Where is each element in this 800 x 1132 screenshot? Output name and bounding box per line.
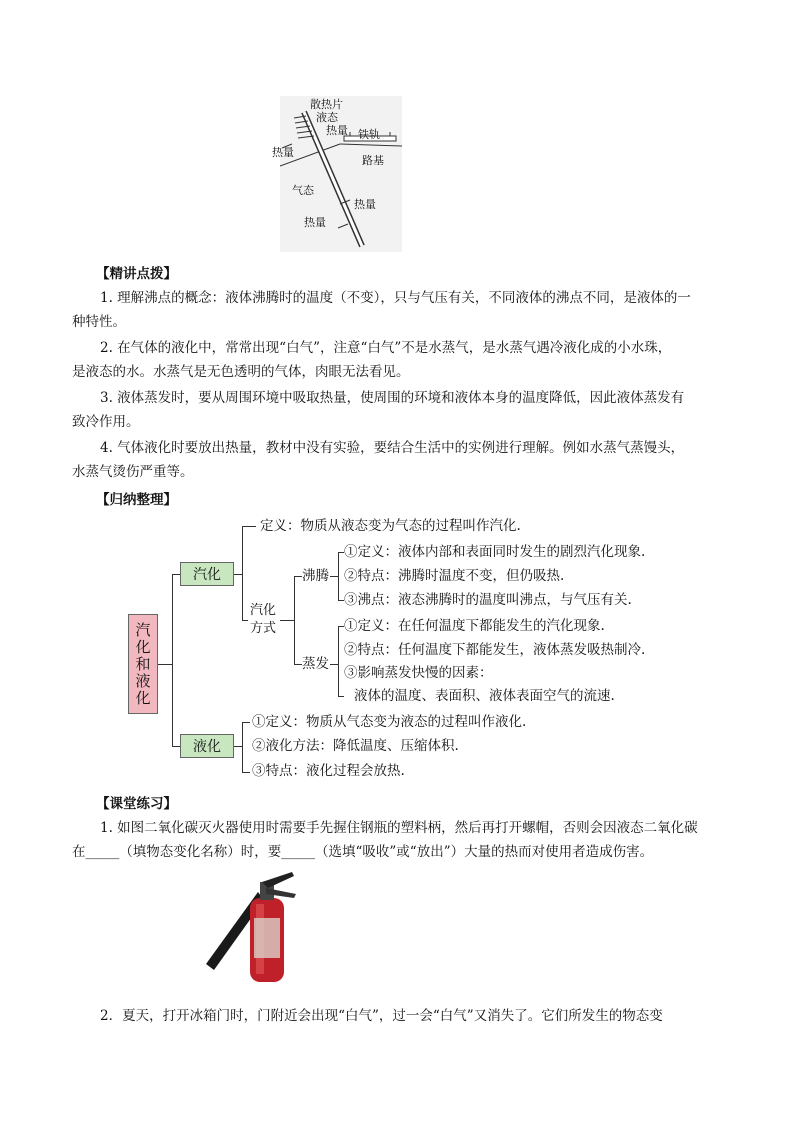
label-roadbed: 路基 bbox=[362, 154, 384, 167]
evap-connector-v bbox=[338, 626, 339, 696]
tip-paragraph-4 bbox=[72, 436, 732, 484]
label-heat-top: 热量 bbox=[326, 124, 348, 137]
vaporization-definition: 定义：物质从液态变为气态的过程叫作汽化. bbox=[260, 518, 521, 534]
tip-paragraph-1 bbox=[72, 286, 732, 334]
tip-2-line-a: 2. 在气体的液化中，常常出现“白气”，注意“白气”不是水蒸气，是水蒸气遇冷液化成的小水珠， bbox=[100, 340, 672, 356]
label-gas: 气态 bbox=[292, 184, 314, 197]
section-title-exercise: 【课堂练习】 bbox=[96, 796, 177, 812]
question-1 bbox=[72, 816, 732, 864]
tip-2-line-b: 是液态的水。水蒸气是无色透明的气体，肉眼无法看见。 bbox=[72, 364, 410, 380]
tip-paragraph-2 bbox=[72, 336, 732, 384]
methods-connector-v bbox=[294, 576, 295, 664]
question-2-line-a: 2．夏天，打开冰箱门时，门附近会出现“白气”，过一会“白气”又消失了。它们所发生的物态变 bbox=[100, 1008, 663, 1024]
liquef-connector-v bbox=[242, 722, 243, 772]
label-fin: 散热片 bbox=[310, 98, 343, 111]
label-rail: 铁轨 bbox=[358, 128, 380, 141]
vaporization-box: 汽化 bbox=[180, 562, 234, 586]
liquefaction-item-2: ②液化方法：降低温度、压缩体积. bbox=[252, 738, 459, 754]
liquefaction-box: 液化 bbox=[180, 734, 234, 758]
fire-extinguisher-drawing bbox=[196, 868, 306, 986]
boiling-item-2: ②特点：沸腾时温度不变，但仍吸热. bbox=[344, 568, 565, 584]
root-to-vapor bbox=[172, 574, 180, 575]
vapor-to-def bbox=[242, 526, 256, 527]
section-title-tips: 【精讲点拨】 bbox=[96, 266, 177, 282]
liquef-tick-1 bbox=[242, 722, 250, 723]
label-heat-left: 热量 bbox=[272, 146, 294, 159]
question-1-line-b: 在_____（填物态变化名称）时，要_____（选填“吸收”或“放出”）大量的热而对使用者造成伤害。 bbox=[72, 844, 654, 860]
liquef-connector-h bbox=[234, 746, 242, 747]
boiling-connector-v bbox=[338, 552, 339, 600]
tip-3-line-a: 3. 液体蒸发时，要从周围环境中吸取热量，使周围的环境和液体本身的温度降低，因此液体蒸发有 bbox=[100, 390, 685, 406]
root-connector-h bbox=[158, 664, 172, 665]
vapor-connector-h bbox=[234, 574, 242, 575]
evaporation-label: 蒸发 bbox=[302, 656, 329, 672]
evaporation-item-4: 液体的温度、表面积、液体表面空气的流速. bbox=[354, 688, 615, 704]
tip-1-line-a: 1. 理解沸点的概念：液体沸腾时的温度（不变），只与气压有关，不同液体的沸点不同，是液体的一 bbox=[100, 290, 691, 306]
vapor-connector-v bbox=[242, 526, 243, 620]
methods-label: 汽化方式 bbox=[250, 603, 277, 636]
liquef-tick-3 bbox=[242, 772, 250, 773]
boiling-item-3: ③沸点：液态沸腾时的温度叫沸点，与气压有关. bbox=[344, 592, 632, 608]
evap-tick-4 bbox=[338, 696, 344, 697]
root-box: 汽化和液化 bbox=[128, 614, 158, 714]
liquefaction-item-3: ③特点：液化过程会放热. bbox=[252, 763, 405, 779]
boiling-item-1: ①定义：液体内部和表面同时发生的剧烈汽化现象. bbox=[344, 544, 646, 560]
root-connector-v bbox=[172, 574, 173, 746]
tip-paragraph-3 bbox=[72, 386, 732, 434]
methods-label-1 bbox=[250, 602, 280, 638]
root-to-liquef bbox=[172, 746, 180, 747]
vapor-to-methods bbox=[242, 620, 248, 621]
evaporation-item-1: ①定义：在任何温度下都能发生的汽化现象. bbox=[344, 618, 605, 634]
methods-connector-h bbox=[280, 620, 294, 621]
tip-4-line-b: 水蒸气烫伤严重等。 bbox=[72, 464, 194, 480]
fire-extinguisher-figure bbox=[196, 868, 306, 986]
question-1-line-a: 1. 如图二氧化碳灭火器使用时需要手先握住钢瓶的塑料柄，然后再打开螺帽，否则会因液态二氧化碳 bbox=[100, 820, 698, 836]
rail-heatpipe-drawing bbox=[280, 96, 402, 252]
section-title-summary: 【归纳整理】 bbox=[96, 492, 177, 508]
boiling-connector-h bbox=[330, 576, 338, 577]
label-heat-bottom: 热量 bbox=[304, 216, 326, 229]
evaporation-item-2: ②特点：任何温度下都能发生，液体蒸发吸热制冷. bbox=[344, 642, 646, 658]
methods-to-evap bbox=[294, 664, 302, 665]
tip-1-line-b: 种特性。 bbox=[72, 314, 126, 330]
label-liquid: 液态 bbox=[316, 111, 338, 124]
question-2 bbox=[72, 1004, 732, 1028]
label-heat-mid: 热量 bbox=[354, 198, 376, 211]
methods-to-boiling bbox=[294, 576, 302, 577]
evaporation-item-3: ③影响蒸发快慢的因素： bbox=[344, 665, 493, 681]
evap-connector-h bbox=[330, 664, 338, 665]
liquefaction-item-1: ①定义：物质从气态变为液态的过程叫作液化. bbox=[252, 714, 527, 730]
tip-4-line-a: 4. 气体液化时要放出热量，教材中没有实验，要结合生活中的实例进行理解。例如水蒸气蒸馒头， bbox=[100, 440, 685, 456]
rail-heatpipe-figure bbox=[272, 96, 402, 252]
boiling-label: 沸腾 bbox=[302, 568, 329, 584]
tip-3-line-b: 致冷作用。 bbox=[72, 414, 140, 430]
